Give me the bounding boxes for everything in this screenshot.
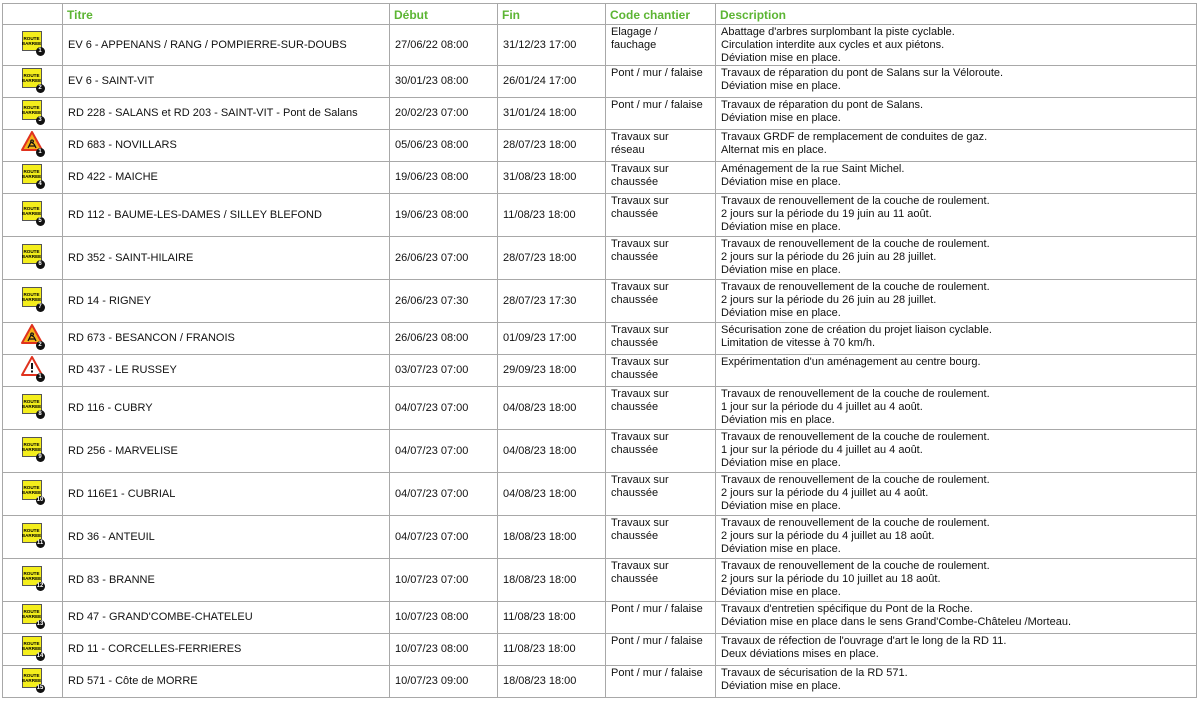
row-titre: EV 6 - SAINT-VIT [63, 66, 390, 98]
header-icon [3, 4, 63, 25]
table-row[interactable] [3, 516, 1197, 559]
row-icon-cell [3, 559, 63, 602]
row-icon-cell [3, 516, 63, 559]
sign-line-2: BARREE [21, 173, 42, 179]
row-description [716, 66, 1197, 98]
description-line: Sécurisation zone de création du projet liaison cyclable. [721, 324, 992, 336]
route-barree-icon [21, 603, 45, 629]
description-line: 2 jours sur la période du 10 juillet au 18 août. [721, 573, 941, 585]
table-row[interactable] [3, 98, 1197, 130]
roadworks-icon [21, 131, 45, 157]
row-debut: 04/07/23 07:00 [390, 430, 498, 473]
row-code-chantier [606, 162, 716, 194]
description-line: 1 jour sur la période du 4 juillet au 4 août. [721, 401, 923, 413]
icon-number-badge: 9 [36, 453, 45, 462]
row-code-chantier [606, 66, 716, 98]
row-icon-cell [3, 430, 63, 473]
row-fin: 31/08/23 18:00 [498, 162, 606, 194]
row-description [716, 130, 1197, 162]
code-line: Travaux sur [611, 560, 669, 572]
table-header-row [3, 4, 1197, 25]
row-icon-cell [3, 162, 63, 194]
description-line: 2 jours sur la période du 19 juin au 11 août. [721, 208, 932, 220]
description-line: Limitation de vitesse à 70 km/h. [721, 337, 876, 349]
table-row[interactable] [3, 634, 1197, 666]
code-line: chaussée [611, 444, 659, 456]
row-fin: 29/09/23 18:00 [498, 355, 606, 387]
sign-line-1: ROUTE [23, 399, 40, 404]
row-icon-cell [3, 387, 63, 430]
row-debut: 10/07/23 07:00 [390, 559, 498, 602]
row-code-chantier [606, 430, 716, 473]
route-barree-icon [21, 635, 45, 661]
row-icon-cell [3, 25, 63, 66]
sign-line-2: BARREE [21, 41, 42, 46]
row-icon-cell [3, 355, 63, 387]
row-fin: 26/01/24 17:00 [498, 66, 606, 98]
route-barree-icon [21, 30, 45, 56]
row-description [716, 194, 1197, 237]
code-line: chaussée [611, 401, 659, 413]
row-description [716, 280, 1197, 323]
row-description [716, 516, 1197, 559]
route-barree-icon [21, 163, 45, 189]
table-row[interactable] [3, 25, 1197, 66]
sign-line-1: ROUTE [23, 485, 40, 490]
table-row[interactable] [3, 237, 1197, 280]
sign-line-2: BARREE [21, 490, 42, 495]
code-line: Pont / mur / falaise [611, 67, 703, 79]
row-debut: 19/06/23 08:00 [390, 194, 498, 237]
row-titre: EV 6 - APPENANS / RANG / POMPIERRE-SUR-DOUBS [63, 25, 390, 66]
description-line: Travaux de renouvellement de la couche de roulement. [721, 517, 990, 529]
icon-number-badge: 4 [36, 180, 45, 189]
sign-line-1: ROUTE [23, 36, 40, 41]
description-line: Deux déviations mises en place. [721, 648, 879, 660]
row-debut: 26/06/23 08:00 [390, 323, 498, 355]
table-row[interactable] [3, 473, 1197, 516]
route-barree-icon [21, 243, 45, 269]
sign-line-2: BARREE [21, 109, 42, 115]
row-titre: RD 352 - SAINT-HILAIRE [63, 237, 390, 280]
route-barree-icon [21, 99, 45, 125]
route-barree-icon [21, 565, 45, 591]
description-line: Abattage d'arbres surplombant la piste cyclable. [721, 26, 955, 38]
description-line: Déviation mise en place. [721, 500, 841, 512]
description-line: Déviation mise en place. [721, 176, 841, 188]
description-line: Travaux de renouvellement de la couche de roulement. [721, 388, 990, 400]
row-titre: RD 571 - Côte de MORRE [63, 666, 390, 698]
row-icon-cell [3, 602, 63, 634]
description-line: Déviation mis en place. [721, 414, 835, 426]
description-line: Travaux de renouvellement de la couche de roulement. [721, 195, 990, 207]
table-row[interactable] [3, 387, 1197, 430]
description-line: Travaux de réparation du pont de Salans sur la Véloroute. [721, 67, 1004, 79]
row-titre: RD 11 - CORCELLES-FERRIERES [63, 634, 390, 666]
row-debut: 10/07/23 08:00 [390, 634, 498, 666]
row-code-chantier [606, 666, 716, 698]
description-line: Travaux de renouvellement de la couche de roulement. [721, 238, 990, 250]
row-description [716, 602, 1197, 634]
code-line: Travaux sur [611, 431, 669, 443]
icon-number-badge: 7 [36, 303, 45, 312]
table-row[interactable] [3, 355, 1197, 387]
row-code-chantier [606, 237, 716, 280]
route-barree-icon [21, 286, 45, 312]
danger-icon [21, 356, 45, 382]
description-line: 2 jours sur la période du 26 juin au 28 juillet. [721, 251, 937, 263]
description-line: Déviation mise en place. [721, 52, 841, 64]
chantiers-table [2, 3, 1197, 698]
description-line: Travaux de réfection de l'ouvrage d'art le long de la RD 11. [721, 635, 1007, 647]
description-line: Travaux de sécurisation de la RD 571. [721, 667, 908, 679]
row-code-chantier [606, 98, 716, 130]
row-icon-cell [3, 323, 63, 355]
row-icon-cell [3, 473, 63, 516]
row-debut: 04/07/23 07:00 [390, 473, 498, 516]
sign-line-1: ROUTE [23, 442, 40, 447]
table-row[interactable] [3, 323, 1197, 355]
row-fin: 01/09/23 17:00 [498, 323, 606, 355]
sign-line-2: BARREE [21, 533, 42, 538]
route-barree-icon [21, 522, 45, 548]
row-debut: 26/06/23 07:00 [390, 237, 498, 280]
roadworks-icon [21, 324, 45, 350]
row-fin: 11/08/23 18:00 [498, 602, 606, 634]
description-line: Déviation mise en place. [721, 543, 841, 555]
sign-line-2: BARREE [21, 576, 42, 581]
row-description [716, 666, 1197, 698]
table-row[interactable] [3, 280, 1197, 323]
header-titre[interactable]: Titre [63, 4, 390, 25]
row-code-chantier [606, 634, 716, 666]
row-code-chantier [606, 387, 716, 430]
code-line: chaussée [611, 251, 659, 263]
description-line: Travaux de réparation du pont de Salans. [721, 99, 924, 111]
table-row[interactable] [3, 162, 1197, 194]
description-line: 2 jours sur la période du 4 juillet au 4 août. [721, 487, 929, 499]
row-code-chantier [606, 25, 716, 66]
row-description [716, 323, 1197, 355]
description-line: Expérimentation d'un aménagement au centre bourg. [721, 356, 981, 368]
route-barree-icon [21, 67, 45, 93]
description-line: Aménagement de la rue Saint Michel. [721, 163, 905, 175]
row-description [716, 355, 1197, 387]
code-line: chaussée [611, 573, 659, 585]
code-line: Pont / mur / falaise [611, 667, 703, 679]
description-line: Déviation mise en place. [721, 80, 841, 92]
icon-number-badge: 1 [36, 373, 45, 382]
description-line: Déviation mise en place. [721, 586, 841, 598]
code-line: Travaux sur [611, 131, 669, 143]
row-titre: RD 437 - LE RUSSEY [63, 355, 390, 387]
table-row[interactable] [3, 194, 1197, 237]
row-debut: 20/02/23 07:00 [390, 98, 498, 130]
row-titre: RD 116 - CUBRY [63, 387, 390, 430]
row-titre: RD 256 - MARVELISE [63, 430, 390, 473]
route-barree-icon [21, 393, 45, 419]
description-line: Déviation mise en place dans le sens Grand'Combe-Châteleu /Morteau. [721, 616, 1072, 628]
row-description [716, 25, 1197, 66]
icon-number-badge: 15 [36, 684, 44, 691]
row-code-chantier [606, 280, 716, 323]
row-debut: 26/06/23 07:30 [390, 280, 498, 323]
row-fin: 18/08/23 18:00 [498, 516, 606, 559]
code-line: Travaux sur [611, 238, 669, 250]
description-line: 2 jours sur la période du 4 juillet au 18 août. [721, 530, 935, 542]
description-line: Déviation mise en place. [721, 221, 841, 233]
header-code[interactable]: Code chantier [606, 4, 716, 25]
code-line: Travaux sur [611, 324, 669, 336]
row-fin: 28/07/23 18:00 [498, 237, 606, 280]
description-line: Circulation interdite aux cycles et aux piétons. [721, 39, 945, 51]
row-description [716, 387, 1197, 430]
row-description [716, 162, 1197, 194]
icon-number-badge: 5 [36, 217, 45, 226]
table-row[interactable] [3, 130, 1197, 162]
row-debut: 10/07/23 08:00 [390, 602, 498, 634]
sign-line-2: BARREE [21, 645, 42, 651]
description-line: Travaux d'entretien spécifique du Pont de la Roche. [721, 603, 973, 615]
row-description [716, 634, 1197, 666]
row-code-chantier [606, 355, 716, 387]
row-fin: 11/08/23 18:00 [498, 634, 606, 666]
description-line: Déviation mise en place. [721, 457, 841, 469]
code-line: Pont / mur / falaise [611, 99, 703, 111]
route-barree-icon [21, 200, 45, 226]
icon-number-badge: 10 [36, 497, 44, 503]
row-fin: 31/01/24 18:00 [498, 98, 606, 130]
icon-number-badge: 8 [36, 410, 45, 419]
row-icon-cell [3, 66, 63, 98]
row-titre: RD 112 - BAUME-LES-DAMES / SILLEY BLEFOND [63, 194, 390, 237]
row-debut: 05/06/23 08:00 [390, 130, 498, 162]
header-debut[interactable]: Début [390, 4, 498, 25]
row-code-chantier [606, 602, 716, 634]
description-line: Travaux de renouvellement de la couche de roulement. [721, 474, 990, 486]
row-debut: 04/07/23 07:00 [390, 516, 498, 559]
code-line: chaussée [611, 294, 659, 306]
sign-line-1: ROUTE [23, 528, 40, 533]
row-debut: 04/07/23 07:00 [390, 387, 498, 430]
code-line: réseau [611, 144, 645, 156]
row-titre: RD 83 - BRANNE [63, 559, 390, 602]
table-row[interactable] [3, 602, 1197, 634]
sign-line-2: BARREE [21, 254, 42, 259]
row-titre: RD 673 - BESANCON / FRANOIS [63, 323, 390, 355]
sign-line-1: ROUTE [23, 206, 40, 211]
row-icon-cell [3, 666, 63, 698]
sign-line-2: BARREE [21, 77, 42, 83]
row-description [716, 98, 1197, 130]
row-icon-cell [3, 98, 63, 130]
code-line: Travaux sur [611, 163, 669, 175]
row-icon-cell [3, 634, 63, 666]
description-line: Travaux de renouvellement de la couche de roulement. [721, 560, 990, 572]
row-fin: 28/07/23 17:30 [498, 280, 606, 323]
code-line: Pont / mur / falaise [611, 603, 703, 615]
description-line: 2 jours sur la période du 26 juin au 28 juillet. [721, 294, 937, 306]
description-line: Déviation mise en place. [721, 307, 841, 319]
row-code-chantier [606, 473, 716, 516]
sign-line-2: BARREE [21, 447, 42, 452]
header-description[interactable]: Description [716, 4, 1197, 25]
code-line: fauchage [611, 39, 657, 51]
row-titre: RD 683 - NOVILLARS [63, 130, 390, 162]
row-fin: 18/08/23 18:00 [498, 559, 606, 602]
sign-line-1: ROUTE [23, 292, 40, 297]
row-description [716, 430, 1197, 473]
icon-number-badge: 1 [36, 148, 45, 157]
sign-line-2: BARREE [21, 297, 42, 302]
row-code-chantier [606, 323, 716, 355]
icon-number-badge: 14 [36, 652, 44, 659]
route-barree-icon [21, 436, 45, 462]
row-description [716, 559, 1197, 602]
code-line: chaussée [611, 208, 659, 220]
icon-number-badge: 6 [36, 260, 45, 269]
code-line: Travaux sur [611, 281, 669, 293]
code-line: Travaux sur [611, 388, 669, 400]
row-code-chantier [606, 130, 716, 162]
row-debut: 27/06/22 08:00 [390, 25, 498, 66]
code-line: chaussée [611, 176, 659, 188]
code-line: Elagage / [611, 26, 658, 38]
code-line: chaussée [611, 487, 659, 499]
description-line: Déviation mise en place. [721, 264, 841, 276]
sign-line-1: ROUTE [23, 571, 40, 576]
icon-number-badge: 12 [36, 583, 44, 589]
code-line: Travaux sur [611, 517, 669, 529]
row-code-chantier [606, 194, 716, 237]
route-barree-icon [21, 667, 45, 693]
row-titre: RD 116E1 - CUBRIAL [63, 473, 390, 516]
row-code-chantier [606, 559, 716, 602]
row-description [716, 237, 1197, 280]
row-fin: 18/08/23 18:00 [498, 666, 606, 698]
icon-number-badge: 3 [36, 116, 45, 125]
code-line: Travaux sur [611, 195, 669, 207]
row-description [716, 473, 1197, 516]
row-debut: 03/07/23 07:00 [390, 355, 498, 387]
sign-line-1: ROUTE [23, 249, 40, 254]
table-row[interactable] [3, 66, 1197, 98]
sign-line-1: ROUTE [23, 608, 40, 614]
row-titre: RD 36 - ANTEUIL [63, 516, 390, 559]
row-debut: 30/01/23 08:00 [390, 66, 498, 98]
row-code-chantier [606, 516, 716, 559]
sign-line-1: ROUTE [23, 168, 40, 174]
sign-line-2: BARREE [21, 404, 42, 409]
sign-line-1: ROUTE [23, 672, 40, 678]
table-row[interactable] [3, 666, 1197, 698]
code-line: chaussée [611, 369, 659, 381]
row-fin: 28/07/23 18:00 [498, 130, 606, 162]
header-fin[interactable]: Fin [498, 4, 606, 25]
icon-number-badge: 2 [36, 341, 45, 350]
row-fin: 04/08/23 18:00 [498, 430, 606, 473]
row-icon-cell [3, 280, 63, 323]
description-line: 1 jour sur la période du 4 juillet au 4 août. [721, 444, 923, 456]
sign-line-1: ROUTE [23, 72, 40, 78]
row-debut: 10/07/23 09:00 [390, 666, 498, 698]
row-fin: 11/08/23 18:00 [498, 194, 606, 237]
code-line: chaussée [611, 337, 659, 349]
sign-line-1: ROUTE [23, 640, 40, 646]
row-titre: RD 47 - GRAND'COMBE-CHATELEU [63, 602, 390, 634]
sign-line-2: BARREE [21, 613, 42, 619]
icon-number-badge: 13 [36, 620, 44, 627]
code-line: Travaux sur [611, 474, 669, 486]
row-fin: 04/08/23 18:00 [498, 387, 606, 430]
row-titre: RD 422 - MAICHE [63, 162, 390, 194]
icon-number-badge: 11 [36, 540, 44, 546]
description-line: Déviation mise en place. [721, 112, 841, 124]
table-row[interactable] [3, 430, 1197, 473]
icon-number-badge: 2 [36, 84, 45, 93]
row-icon-cell [3, 130, 63, 162]
row-titre: RD 228 - SALANS et RD 203 - SAINT-VIT - Pont de Salans [63, 98, 390, 130]
description-line: Travaux de renouvellement de la couche de roulement. [721, 281, 990, 293]
description-line: Alternat mis en place. [721, 144, 827, 156]
code-line: chaussée [611, 530, 659, 542]
sign-line-2: BARREE [21, 677, 42, 683]
row-debut: 19/06/23 08:00 [390, 162, 498, 194]
row-titre: RD 14 - RIGNEY [63, 280, 390, 323]
row-fin: 31/12/23 17:00 [498, 25, 606, 66]
sign-line-2: BARREE [21, 211, 42, 216]
code-line: Pont / mur / falaise [611, 635, 703, 647]
description-line: Travaux de renouvellement de la couche de roulement. [721, 431, 990, 443]
route-barree-icon [21, 479, 45, 505]
description-line: Travaux GRDF de remplacement de conduites de gaz. [721, 131, 988, 143]
icon-number-badge: 1 [36, 47, 45, 56]
row-icon-cell [3, 237, 63, 280]
row-fin: 04/08/23 18:00 [498, 473, 606, 516]
description-line: Déviation mise en place. [721, 680, 841, 692]
sign-line-1: ROUTE [23, 104, 40, 110]
row-icon-cell [3, 194, 63, 237]
table-row[interactable] [3, 559, 1197, 602]
code-line: Travaux sur [611, 356, 669, 368]
